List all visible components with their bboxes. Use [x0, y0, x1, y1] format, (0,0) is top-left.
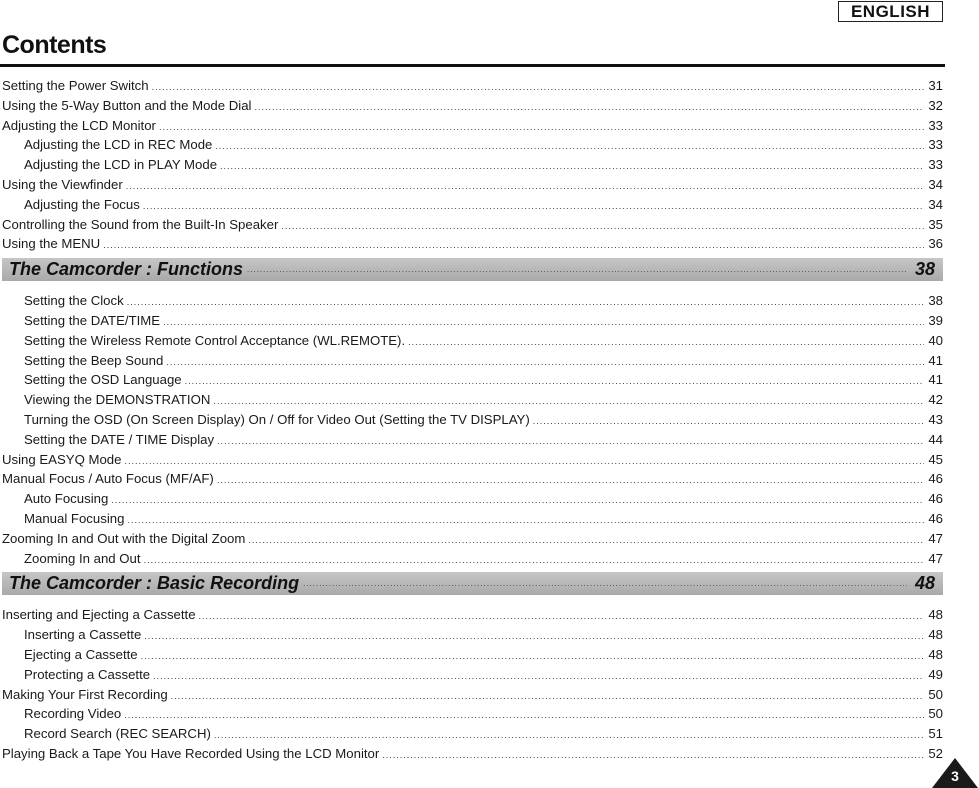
toc-entry-page: 35 — [928, 216, 943, 232]
toc-entry[interactable] — [2, 76, 943, 96]
dot-leader — [124, 706, 924, 724]
toc-entry[interactable] — [2, 215, 943, 235]
section-header-functions[interactable] — [2, 258, 943, 281]
toc-entry-page: 52 — [928, 745, 943, 761]
toc-entry-title: Viewing the DEMONSTRATION — [24, 392, 211, 408]
toc-entry-page: 48 — [928, 627, 943, 643]
toc-entry-title: Recording Video — [24, 706, 122, 722]
toc-entry-page: 32 — [928, 97, 943, 113]
dot-leader — [214, 726, 924, 744]
toc-entry-page: 41 — [928, 372, 943, 388]
toc-entry-title: Manual Focus / Auto Focus (MF/AF) — [2, 471, 214, 487]
toc-entry-page: 34 — [928, 196, 943, 212]
toc-entry-title: Setting the Wireless Remote Control Acceptance (WL.REMOTE). — [24, 332, 406, 348]
dot-leader — [303, 579, 907, 588]
toc-entry-title: Ejecting a Cassette — [24, 646, 138, 662]
toc-group-intro — [2, 76, 943, 254]
dot-leader — [163, 313, 924, 331]
dot-leader — [111, 491, 924, 509]
toc-entry-title: Setting the DATE / TIME Display — [24, 431, 215, 447]
toc-entry[interactable] — [2, 351, 943, 371]
toc-entry-title: Auto Focusing — [24, 491, 109, 507]
toc-entry-title: Zooming In and Out with the Digital Zoom — [2, 530, 246, 546]
toc-entry-page: 48 — [928, 646, 943, 662]
toc-entry[interactable] — [2, 410, 943, 430]
toc-group-functions — [2, 291, 943, 568]
toc-entry-page: 45 — [928, 451, 943, 467]
dot-leader — [533, 412, 924, 430]
dot-leader — [159, 118, 924, 136]
toc-entry-page: 42 — [928, 392, 943, 408]
dot-leader — [220, 157, 924, 175]
toc-entry-page: 38 — [928, 293, 943, 309]
toc-entry-title: Turning the OSD (On Screen Display) On / Off for Video Out (Setting the TV DISPLAY) — [24, 411, 530, 427]
dot-leader — [144, 551, 924, 569]
toc-group-basic-recording — [2, 605, 943, 763]
toc-entry[interactable] — [2, 311, 943, 331]
toc-entry-page: 33 — [928, 137, 943, 153]
dot-leader — [185, 372, 924, 390]
toc-entry-page: 31 — [928, 78, 943, 93]
toc-entry[interactable] — [2, 155, 943, 175]
dot-leader — [215, 137, 924, 155]
section-title: The Camcorder : Functions — [9, 259, 244, 280]
toc-entry[interactable] — [2, 645, 943, 665]
dot-leader — [217, 471, 924, 489]
toc-entry-page: 44 — [928, 431, 943, 447]
title-divider — [0, 64, 945, 67]
toc-entry[interactable] — [2, 744, 943, 764]
toc-entry-title: Playing Back a Tape You Have Recorded Using the LCD Monitor — [2, 745, 380, 761]
dot-leader — [199, 607, 924, 625]
toc-entry-title: Using the MENU — [2, 236, 101, 252]
toc-entry[interactable] — [2, 195, 943, 215]
toc-entry-title: Using the Viewfinder — [2, 176, 123, 192]
toc-entry-title: Inserting a Cassette — [24, 627, 142, 643]
toc-entry-title: Inserting and Ejecting a Cassette — [2, 607, 196, 623]
section-page-number: 38 — [914, 259, 935, 280]
toc-entry[interactable] — [2, 370, 943, 390]
toc-entry-title: Adjusting the LCD in REC Mode — [24, 137, 213, 153]
toc-entry-page: 50 — [928, 686, 943, 702]
toc-entry[interactable] — [2, 489, 943, 509]
toc-entry-page: 46 — [928, 471, 943, 487]
dot-leader — [141, 647, 924, 665]
toc-entry[interactable] — [2, 625, 943, 645]
toc-entry-page: 47 — [928, 550, 943, 566]
toc-entry-page: 43 — [928, 411, 943, 427]
page-title: Contents — [2, 31, 107, 59]
toc-entry-page: 50 — [928, 706, 943, 722]
dot-leader — [144, 627, 924, 645]
toc-entry-page: 46 — [928, 510, 943, 526]
dot-leader — [152, 78, 924, 96]
toc-entry[interactable] — [2, 509, 943, 529]
toc-entry[interactable] — [2, 331, 943, 351]
dot-leader — [143, 197, 924, 215]
toc-entry-page: 41 — [928, 352, 943, 368]
dot-leader — [127, 293, 924, 311]
toc-entry[interactable] — [2, 724, 943, 744]
toc-entry[interactable] — [2, 390, 943, 410]
toc-entry-page: 51 — [928, 726, 943, 742]
toc-entry-title: Using EASYQ Mode — [2, 451, 122, 467]
dot-leader — [126, 177, 924, 195]
toc-entry[interactable] — [2, 175, 943, 195]
toc-entry-title: Zooming In and Out — [24, 550, 141, 566]
dot-leader — [213, 392, 924, 410]
table-of-contents — [2, 76, 943, 764]
language-badge: ENGLISH — [838, 1, 943, 22]
toc-entry-page: 49 — [928, 666, 943, 682]
dot-leader — [166, 353, 924, 371]
dot-leader — [248, 531, 924, 549]
dot-leader — [103, 236, 924, 254]
dot-leader — [281, 217, 924, 235]
page-number-badge — [932, 758, 978, 788]
toc-entry-title: Setting the Clock — [24, 293, 124, 309]
toc-entry-title: Setting the OSD Language — [24, 372, 182, 388]
dot-leader — [153, 667, 924, 685]
toc-entry[interactable] — [2, 529, 943, 549]
toc-entry[interactable] — [2, 549, 943, 569]
toc-entry[interactable] — [2, 665, 943, 685]
dot-leader — [254, 98, 924, 116]
toc-entry[interactable] — [2, 96, 943, 116]
toc-entry[interactable] — [2, 291, 943, 311]
toc-entry-title: Manual Focusing — [24, 510, 125, 526]
toc-entry-title: Setting the Power Switch — [2, 78, 149, 93]
dot-leader — [247, 265, 907, 274]
toc-entry[interactable] — [2, 135, 943, 155]
section-header-basic-recording[interactable] — [2, 572, 943, 595]
dot-leader — [171, 687, 924, 705]
toc-entry[interactable] — [2, 685, 943, 705]
toc-entry-page: 46 — [928, 491, 943, 507]
toc-entry[interactable] — [2, 469, 943, 489]
toc-entry-title: Adjusting the LCD in PLAY Mode — [24, 157, 218, 173]
dot-leader — [217, 432, 924, 450]
toc-entry-title: Protecting a Cassette — [24, 666, 151, 682]
dot-leader — [382, 746, 924, 764]
toc-entry-page: 47 — [928, 530, 943, 546]
toc-entry-page: 39 — [928, 312, 943, 328]
toc-entry[interactable] — [2, 605, 943, 625]
toc-entry-title: Using the 5-Way Button and the Mode Dial — [2, 97, 252, 113]
toc-entry-title: Setting the DATE/TIME — [24, 312, 161, 328]
toc-entry-title: Controlling the Sound from the Built-In Speaker — [2, 216, 279, 232]
toc-entry-page: 33 — [928, 157, 943, 173]
toc-entry[interactable] — [2, 704, 943, 724]
toc-entry-title: Adjusting the Focus — [24, 196, 140, 212]
page-number: 3 — [951, 768, 959, 784]
toc-entry-title: Adjusting the LCD Monitor — [2, 117, 156, 133]
dot-leader — [127, 511, 924, 529]
toc-entry[interactable] — [2, 234, 943, 254]
toc-entry[interactable] — [2, 450, 943, 470]
dot-leader — [124, 452, 924, 470]
dot-leader — [408, 333, 924, 351]
toc-entry-page: 40 — [928, 332, 943, 348]
toc-entry-page: 34 — [928, 176, 943, 192]
toc-entry-page: 48 — [928, 607, 943, 623]
toc-entry[interactable] — [2, 116, 943, 136]
toc-entry-title: Record Search (REC SEARCH) — [24, 726, 211, 742]
toc-entry-title: Setting the Beep Sound — [24, 352, 164, 368]
section-title: The Camcorder : Basic Recording — [9, 573, 300, 594]
toc-entry-page: 36 — [928, 236, 943, 252]
toc-entry-page: 33 — [928, 117, 943, 133]
toc-entry-title: Making Your First Recording — [2, 686, 168, 702]
toc-entry[interactable] — [2, 430, 943, 450]
section-page-number: 48 — [914, 573, 935, 594]
